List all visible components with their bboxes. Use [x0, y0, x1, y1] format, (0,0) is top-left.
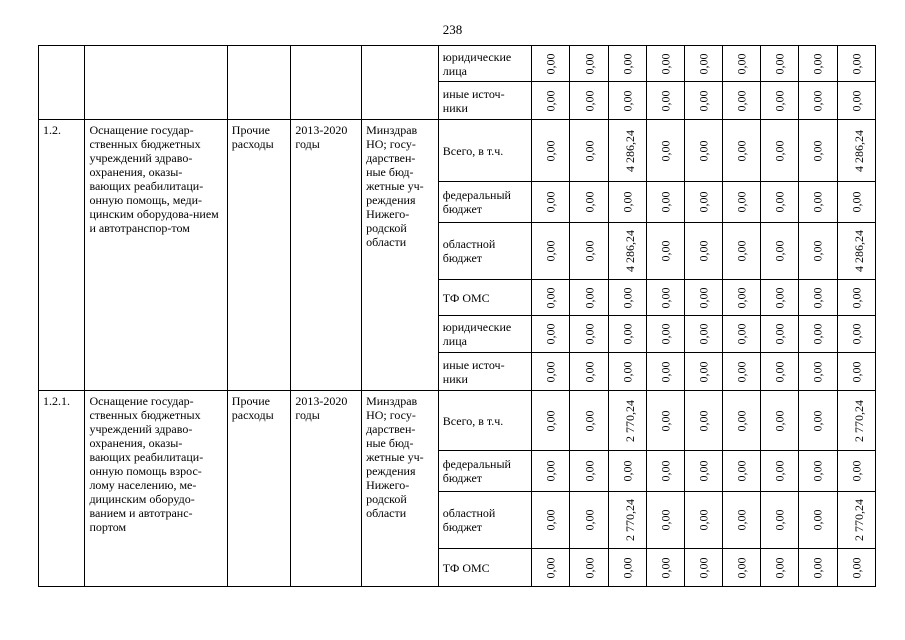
value-text: 0,00: [810, 361, 825, 382]
value-text: 0,00: [849, 90, 864, 111]
value-text: 0,00: [696, 460, 711, 482]
value-cell: [685, 316, 723, 353]
value-text: 0,00: [658, 53, 673, 74]
value-text: 0,00: [658, 460, 673, 482]
value-cell: [685, 280, 723, 316]
value-cell: [760, 223, 798, 280]
value-text: 0,00: [734, 90, 749, 111]
value-text: 0,00: [810, 410, 825, 431]
value-cell: [760, 316, 798, 353]
table-row: [39, 46, 876, 82]
value-text: 0,00: [620, 323, 635, 345]
value-text: 0,00: [582, 287, 597, 308]
value-text: 0,00: [849, 361, 864, 382]
value-text: 0,00: [582, 53, 597, 74]
value-cell: [609, 391, 646, 451]
value-text: 0,00: [734, 323, 749, 345]
value-text: 0,00: [620, 460, 635, 482]
value-text: 0,00: [696, 509, 711, 531]
funding-table: [38, 45, 876, 587]
value-text: 0,00: [658, 323, 673, 345]
value-cell: [609, 182, 646, 223]
value-cell: [570, 492, 609, 549]
value-text: 0,00: [810, 140, 825, 161]
value-cell: [837, 391, 875, 451]
value-text: 0,00: [620, 361, 635, 382]
value-cell: [570, 391, 609, 451]
value-cell: [760, 391, 798, 451]
value-cell: [531, 316, 569, 353]
value-cell: [723, 492, 760, 549]
value-text: 0,00: [734, 410, 749, 431]
value-cell: [760, 120, 798, 182]
value-text: 0,00: [543, 410, 558, 431]
value-text: 0,00: [543, 140, 558, 161]
value-text: 0,00: [772, 90, 787, 111]
value-cell: [799, 391, 837, 451]
value-cell: [609, 223, 646, 280]
value-text: 4 286,24: [623, 129, 638, 172]
value-text: 0,00: [772, 323, 787, 345]
source-cell: юридические лица: [438, 316, 531, 353]
source-cell: иные источ-ники: [438, 82, 531, 120]
value-cell: [799, 46, 837, 82]
value-text: 0,00: [658, 240, 673, 262]
value-cell: [609, 549, 646, 587]
value-cell: [799, 549, 837, 587]
value-cell: [760, 46, 798, 82]
name-cell: Оснащение государ-ственных бюджетных учреждений здраво-охранения, оказы-вающих реабилитаци-онную помощь, меди-цинским оборудова-нием и автотранспор-том: [85, 120, 227, 391]
value-text: 0,00: [582, 90, 597, 111]
value-cell: [685, 549, 723, 587]
source-cell: Всего, в т.ч.: [438, 391, 531, 451]
value-cell: [609, 353, 646, 391]
value-cell: [570, 46, 609, 82]
value-cell: [760, 182, 798, 223]
value-cell: [723, 353, 760, 391]
value-text: 0,00: [582, 460, 597, 482]
value-cell: [570, 549, 609, 587]
value-text: 0,00: [810, 191, 825, 213]
value-text: 0,00: [696, 90, 711, 111]
value-text: 0,00: [582, 140, 597, 161]
value-cell: [609, 82, 646, 120]
value-text: 0,00: [734, 460, 749, 482]
name-cell: Оснащение государ-ственных бюджетных учреждений здраво-охранения, оказы-вающих реабилитаци-онную помощь взрос-лому населению, ме-дицинским оборудо-ванием и автотранс-портом: [85, 391, 227, 587]
value-text: 0,00: [696, 240, 711, 262]
value-cell: [531, 353, 569, 391]
value-text: 0,00: [734, 361, 749, 382]
value-cell: [760, 353, 798, 391]
value-text: 0,00: [810, 460, 825, 482]
value-text: 0,00: [849, 323, 864, 345]
value-text: 0,00: [734, 509, 749, 531]
value-text: 2 770,24: [851, 399, 866, 442]
value-cell: [760, 451, 798, 492]
value-text: 0,00: [772, 410, 787, 431]
source-cell: федеральный бюджет: [438, 451, 531, 492]
value-cell: [723, 223, 760, 280]
value-cell: [685, 492, 723, 549]
value-text: 0,00: [810, 53, 825, 74]
value-text: 0,00: [696, 191, 711, 213]
value-cell: [570, 82, 609, 120]
value-text: 0,00: [543, 53, 558, 74]
value-cell: [531, 451, 569, 492]
value-cell: [609, 316, 646, 353]
value-cell: [531, 223, 569, 280]
value-cell: [837, 223, 875, 280]
value-text: 0,00: [620, 191, 635, 213]
value-text: 0,00: [620, 287, 635, 308]
value-cell: [609, 120, 646, 182]
expense-type-cell: Прочие расходы: [227, 120, 291, 391]
value-text: 0,00: [810, 557, 825, 578]
value-cell: [570, 182, 609, 223]
value-cell: [570, 120, 609, 182]
value-cell: [723, 82, 760, 120]
value-cell: [646, 182, 684, 223]
value-cell: [799, 280, 837, 316]
value-text: 0,00: [696, 323, 711, 345]
value-cell: [760, 549, 798, 587]
value-cell: [646, 46, 684, 82]
value-cell: [646, 280, 684, 316]
value-cell: [646, 492, 684, 549]
value-text: 2 770,24: [623, 499, 638, 541]
value-text: 0,00: [696, 361, 711, 382]
value-text: 0,00: [582, 557, 597, 578]
value-text: 4 286,24: [851, 230, 866, 272]
value-text: 0,00: [696, 53, 711, 74]
value-cell: [531, 391, 569, 451]
value-cell: [531, 46, 569, 82]
value-cell: [609, 46, 646, 82]
value-cell: [723, 280, 760, 316]
value-text: 0,00: [772, 557, 787, 578]
value-cell: [723, 120, 760, 182]
value-cell: [685, 223, 723, 280]
period-cell: 2013-2020 годы: [291, 391, 362, 587]
value-cell: [799, 120, 837, 182]
source-cell: ТФ ОМС: [438, 549, 531, 587]
value-text: 2 770,24: [623, 399, 638, 442]
value-cell: [837, 353, 875, 391]
value-text: 0,00: [582, 361, 597, 382]
value-cell: [646, 353, 684, 391]
value-text: 0,00: [543, 509, 558, 531]
executor-cell: Минздрав НО; госу-дарствен-ные бюд-жетные уч-реждения Нижего-родской области: [362, 391, 439, 587]
table-row: [39, 391, 876, 451]
value-cell: [646, 549, 684, 587]
value-text: 0,00: [543, 240, 558, 262]
value-cell: [570, 316, 609, 353]
value-text: 0,00: [696, 557, 711, 578]
value-text: 0,00: [543, 323, 558, 345]
value-cell: [723, 46, 760, 82]
value-text: 0,00: [772, 287, 787, 308]
value-text: 0,00: [696, 140, 711, 161]
value-cell: [760, 82, 798, 120]
value-text: 0,00: [849, 557, 864, 578]
value-text: 0,00: [658, 287, 673, 308]
value-cell: [609, 451, 646, 492]
value-cell: [531, 280, 569, 316]
value-text: 0,00: [772, 361, 787, 382]
value-text: 0,00: [658, 410, 673, 431]
value-text: 0,00: [582, 323, 597, 345]
value-cell: [837, 549, 875, 587]
value-text: 0,00: [658, 140, 673, 161]
value-cell: [609, 280, 646, 316]
value-text: 0,00: [849, 191, 864, 213]
value-cell: [837, 182, 875, 223]
value-text: 0,00: [582, 509, 597, 531]
value-text: 4 286,24: [623, 230, 638, 272]
value-cell: [837, 120, 875, 182]
value-text: 0,00: [810, 323, 825, 345]
value-text: 0,00: [658, 557, 673, 578]
value-text: 0,00: [734, 240, 749, 262]
value-cell: [799, 223, 837, 280]
value-cell: [531, 492, 569, 549]
value-text: 0,00: [543, 191, 558, 213]
value-text: 0,00: [810, 287, 825, 308]
value-cell: [837, 492, 875, 549]
period-cell: 2013-2020 годы: [291, 120, 362, 391]
value-text: 0,00: [543, 557, 558, 578]
source-cell: Всего, в т.ч.: [438, 120, 531, 182]
value-cell: [799, 353, 837, 391]
value-cell: [723, 182, 760, 223]
value-text: 0,00: [582, 410, 597, 431]
name-cell: [85, 46, 227, 120]
value-text: 0,00: [658, 191, 673, 213]
value-cell: [646, 316, 684, 353]
value-cell: [723, 549, 760, 587]
value-cell: [531, 120, 569, 182]
value-text: 0,00: [734, 140, 749, 161]
code-cell: 1.2.: [39, 120, 85, 391]
value-cell: [685, 353, 723, 391]
value-cell: [646, 120, 684, 182]
value-cell: [723, 316, 760, 353]
value-cell: [531, 549, 569, 587]
value-text: 0,00: [734, 191, 749, 213]
value-cell: [570, 280, 609, 316]
period-cell: [291, 46, 362, 120]
value-cell: [570, 353, 609, 391]
page-number: 238: [442, 22, 463, 37]
value-cell: [799, 182, 837, 223]
value-cell: [723, 391, 760, 451]
table-body: [39, 46, 876, 587]
source-cell: областной бюджет: [438, 492, 531, 549]
value-text: 0,00: [734, 557, 749, 578]
value-cell: [837, 82, 875, 120]
value-cell: [760, 280, 798, 316]
value-text: 2 770,24: [851, 499, 866, 541]
value-text: 0,00: [849, 460, 864, 482]
value-cell: [531, 82, 569, 120]
value-text: 0,00: [734, 287, 749, 308]
value-cell: [837, 280, 875, 316]
value-text: 0,00: [772, 191, 787, 213]
value-cell: [570, 223, 609, 280]
source-cell: ТФ ОМС: [438, 280, 531, 316]
value-text: 0,00: [772, 240, 787, 262]
value-text: 0,00: [620, 53, 635, 74]
executor-cell: Минздрав НО; госу-дарствен-ные бюд-жетные уч-реждения Нижего-родской области: [362, 120, 439, 391]
value-cell: [570, 451, 609, 492]
value-text: 0,00: [658, 90, 673, 111]
source-cell: федеральный бюджет: [438, 182, 531, 223]
value-text: 0,00: [734, 53, 749, 74]
value-cell: [685, 391, 723, 451]
value-cell: [685, 82, 723, 120]
value-cell: [760, 492, 798, 549]
value-cell: [531, 182, 569, 223]
value-cell: [685, 120, 723, 182]
value-text: 0,00: [810, 240, 825, 262]
value-text: 0,00: [658, 361, 673, 382]
value-text: 4 286,24: [851, 129, 866, 172]
value-text: 0,00: [543, 361, 558, 382]
value-cell: [723, 451, 760, 492]
table-row: [39, 120, 876, 182]
value-text: 0,00: [772, 509, 787, 531]
value-cell: [685, 182, 723, 223]
value-text: 0,00: [849, 287, 864, 308]
value-text: 0,00: [696, 410, 711, 431]
value-cell: [646, 451, 684, 492]
source-cell: юридические лица: [438, 46, 531, 82]
value-cell: [837, 451, 875, 492]
value-text: 0,00: [810, 90, 825, 111]
code-cell: 1.2.1.: [39, 391, 85, 587]
value-cell: [609, 492, 646, 549]
value-cell: [799, 82, 837, 120]
value-text: 0,00: [620, 90, 635, 111]
value-text: 0,00: [543, 460, 558, 482]
value-cell: [685, 46, 723, 82]
value-text: 0,00: [543, 90, 558, 111]
value-text: 0,00: [696, 287, 711, 308]
value-text: 0,00: [543, 287, 558, 308]
value-cell: [646, 391, 684, 451]
value-text: 0,00: [620, 557, 635, 578]
value-text: 0,00: [582, 240, 597, 262]
value-text: 0,00: [810, 509, 825, 531]
value-cell: [837, 46, 875, 82]
value-cell: [685, 451, 723, 492]
code-cell: [39, 46, 85, 120]
value-cell: [799, 492, 837, 549]
source-cell: иные источ-ники: [438, 353, 531, 391]
source-cell: областной бюджет: [438, 223, 531, 280]
value-text: 0,00: [772, 53, 787, 74]
value-text: 0,00: [772, 460, 787, 482]
expense-type-cell: [227, 46, 291, 120]
expense-type-cell: Прочие расходы: [227, 391, 291, 587]
value-cell: [646, 82, 684, 120]
value-cell: [646, 223, 684, 280]
value-text: 0,00: [849, 53, 864, 74]
value-cell: [799, 316, 837, 353]
value-cell: [837, 316, 875, 353]
value-text: 0,00: [772, 140, 787, 161]
value-text: 0,00: [582, 191, 597, 213]
value-cell: [799, 451, 837, 492]
executor-cell: [362, 46, 439, 120]
value-text: 0,00: [658, 509, 673, 531]
